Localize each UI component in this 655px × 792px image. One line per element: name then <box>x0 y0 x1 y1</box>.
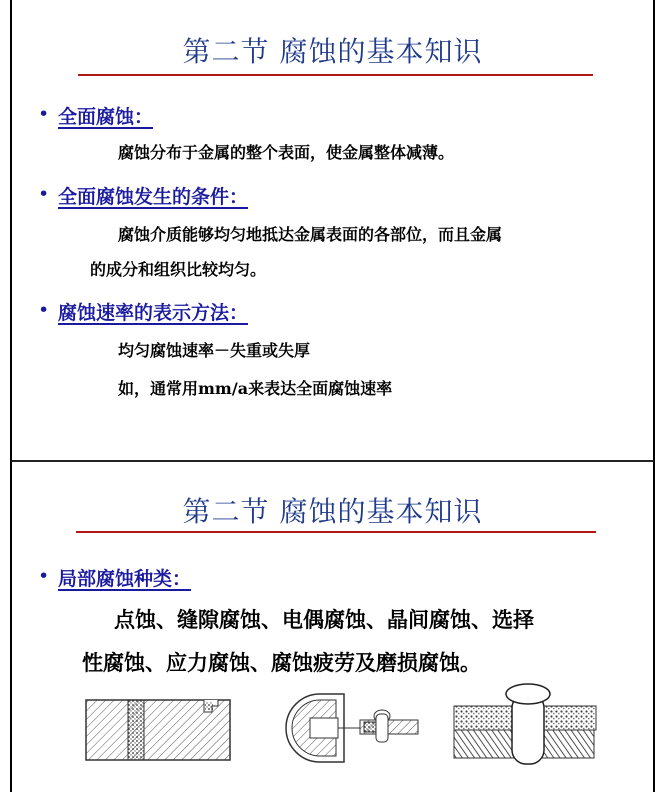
slide-1-title-rule <box>78 74 593 76</box>
bullet-dot-icon: • <box>38 103 50 125</box>
body-line: 点蚀、缝隙腐蚀、电偶腐蚀、晶间腐蚀、选择 <box>114 607 534 632</box>
slide-1-title: 第二节 腐蚀的基本知识 <box>182 35 483 68</box>
body-line: 均匀腐蚀速率－失重或失厚 <box>118 341 311 360</box>
bullet-dot-icon: • <box>38 299 50 321</box>
slide-2-title: 第二节 腐蚀的基本知识 <box>182 495 483 528</box>
bullet-corrosion-rate <box>38 298 249 325</box>
bullet-dot-icon: • <box>38 183 50 205</box>
slide-2-title-rule <box>76 531 596 533</box>
pitting-corrosion-figure <box>84 696 234 762</box>
body-line: 腐蚀分布于金属的整个表面，使金属整体减薄。 <box>118 143 455 162</box>
slide-2 <box>10 461 655 792</box>
bullet-heading: 腐蚀速率的表示方法： <box>58 302 249 324</box>
body-line: 性腐蚀、应力腐蚀、腐蚀疲劳及磨损腐蚀。 <box>82 650 481 675</box>
bullet-general-corrosion <box>38 102 154 129</box>
galvanic-corrosion-figure <box>450 680 600 766</box>
body-line: 腐蚀介质能够均匀地抵达金属表面的各部位，而且金属 <box>118 225 503 244</box>
slide-1 <box>10 0 655 461</box>
bullet-local-corrosion-types <box>38 564 192 591</box>
crevice-corrosion-figure <box>280 690 430 764</box>
bullet-general-corrosion-conditions <box>38 182 249 209</box>
bullet-dot-icon: • <box>38 565 50 587</box>
body-line: 的成分和组织比较均匀。 <box>90 260 267 279</box>
body-line: 如，通常用mm/a来表达全面腐蚀速率 <box>118 379 393 398</box>
bullet-heading: 局部腐蚀种类： <box>58 568 192 590</box>
bullet-heading: 全面腐蚀发生的条件： <box>58 186 249 208</box>
bullet-heading: 全面腐蚀： <box>58 106 154 128</box>
